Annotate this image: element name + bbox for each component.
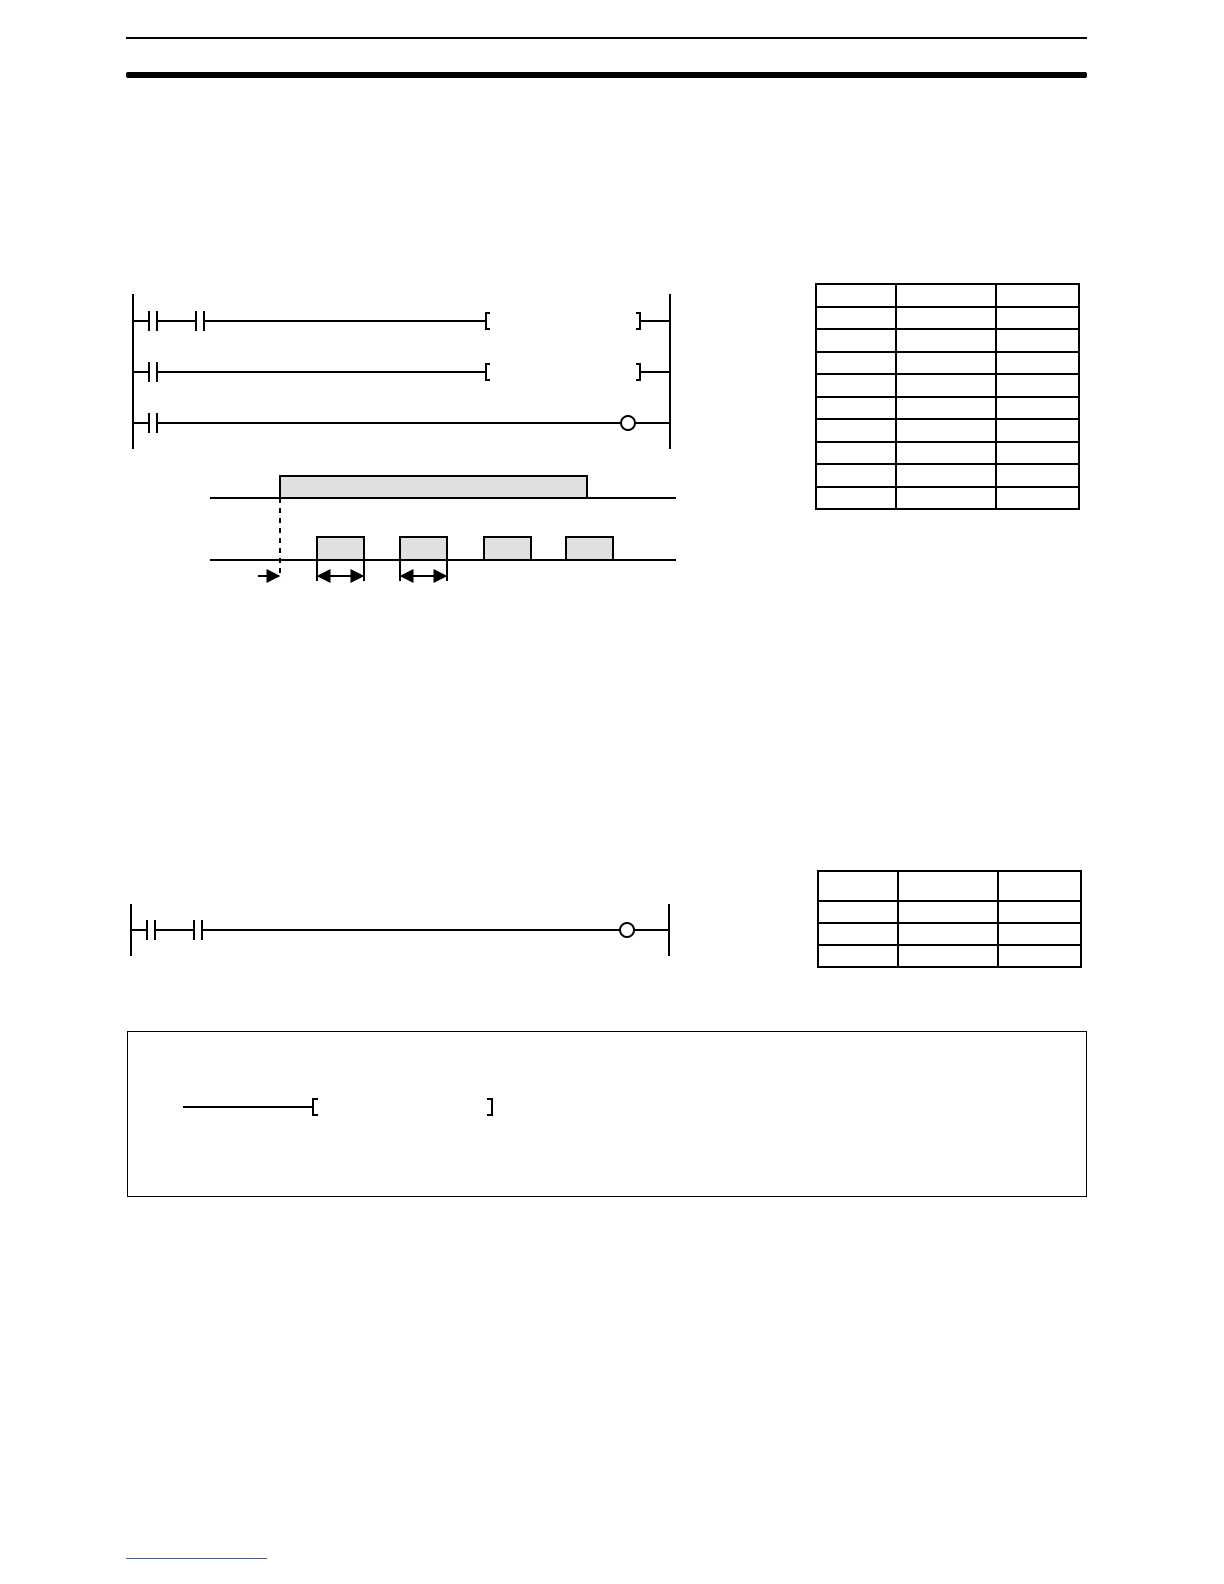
- ladder-diagram-2: [131, 904, 669, 956]
- instruction-bracket-open-icon: [486, 364, 490, 380]
- table-row: [818, 945, 1081, 967]
- contact-no-icon: [149, 413, 157, 433]
- pulse-4: [566, 537, 613, 560]
- output-coil-icon: [621, 416, 635, 430]
- rung-1: [131, 920, 669, 940]
- table-row: [818, 871, 1081, 901]
- table-row: [816, 397, 1079, 420]
- rung-3: [133, 413, 670, 433]
- table-row: [816, 419, 1079, 442]
- pulse-2: [400, 537, 447, 560]
- table-row: [816, 284, 1079, 307]
- rung-2: [133, 362, 670, 382]
- table-row: [816, 487, 1079, 510]
- table-row: [816, 442, 1079, 465]
- contact-no-icon: [149, 362, 157, 382]
- table-row: [816, 307, 1079, 330]
- pulse-1: [317, 537, 364, 560]
- instruction-bracket-open-icon: [486, 313, 490, 329]
- ladder-diagram-1: [133, 294, 670, 449]
- instruction-bracket-close-icon: [636, 313, 640, 329]
- timing-chart: [210, 476, 676, 581]
- operand-table-2: [817, 870, 1082, 968]
- table-row: [818, 901, 1081, 923]
- operand-table-1: [815, 283, 1080, 510]
- table-row: [816, 374, 1079, 397]
- contact-no-icon: [194, 920, 202, 940]
- contact-no-icon: [196, 311, 204, 331]
- rung-1: [133, 311, 670, 331]
- contact-no-icon: [147, 920, 155, 940]
- note-box: [127, 1031, 1087, 1197]
- table-row: [818, 923, 1081, 945]
- table-row: [816, 329, 1079, 352]
- table-row: [816, 352, 1079, 375]
- contact-no-icon: [149, 311, 157, 331]
- signal-1-on-period: [280, 476, 587, 498]
- instruction-bracket-close-icon: [636, 364, 640, 380]
- pulse-3: [484, 537, 531, 560]
- output-coil-icon: [620, 923, 634, 937]
- table-row: [816, 464, 1079, 487]
- footer-link-underline[interactable]: [126, 1558, 267, 1559]
